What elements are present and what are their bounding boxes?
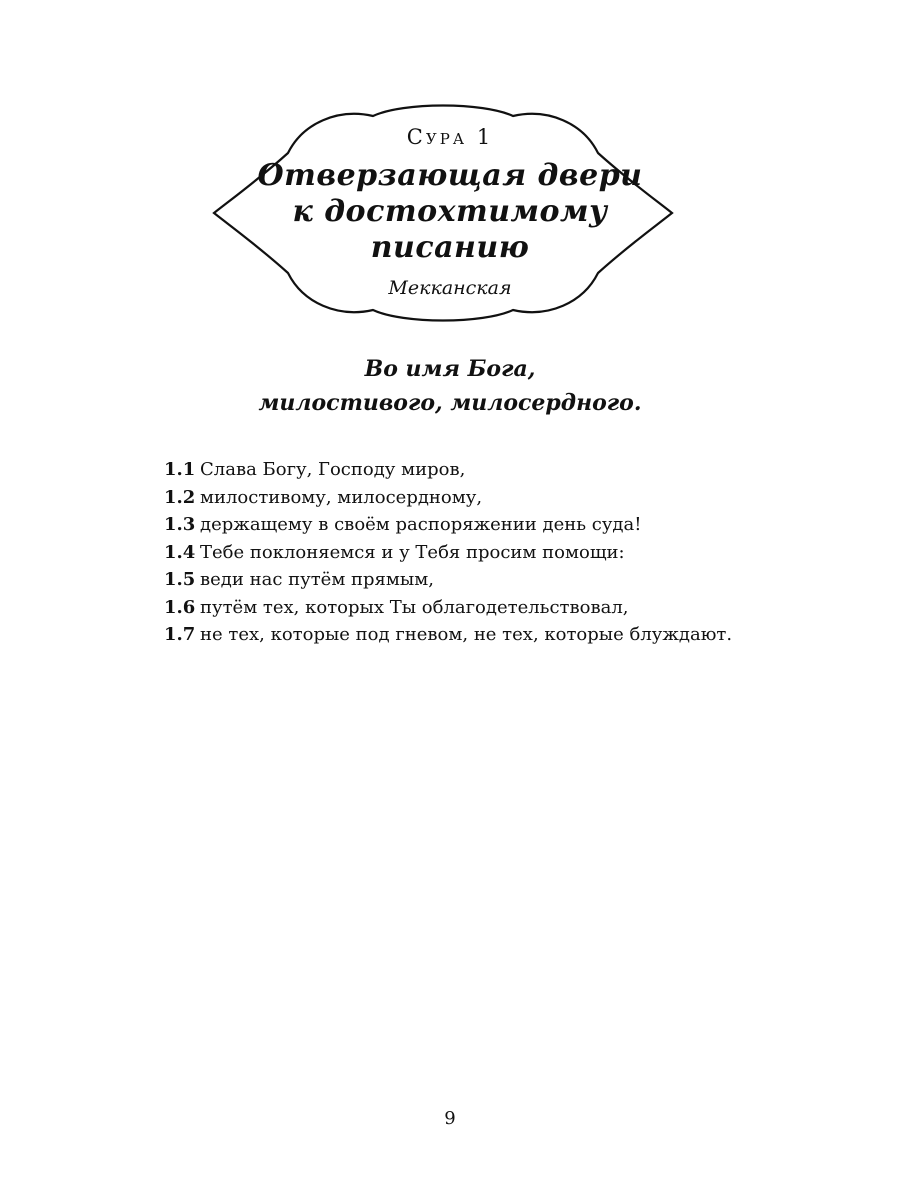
verse-number: 1.1: [164, 459, 196, 480]
verse-list: [164, 456, 804, 649]
verse-number: 1.4: [164, 541, 196, 563]
basmala: [190, 352, 710, 420]
sura-number: Сура 1: [406, 125, 494, 149]
verse: [164, 594, 804, 622]
verse-number: 1.7: [164, 624, 196, 645]
verse-text: не тех, которые под гневом, не тех, которые блуждают.: [200, 624, 733, 645]
sura-title: [240, 158, 660, 266]
basmala-line: милостивого, милосердного.: [258, 390, 642, 416]
verse: [164, 566, 804, 594]
verse-text: держащему в своём распоряжении день суда!: [200, 514, 642, 535]
verse: [164, 456, 804, 484]
verse-text: путём тех, которых Ты облагодетельствовал,: [200, 596, 629, 618]
verse-number: 1.2: [164, 486, 196, 508]
basmala-line: Во имя Бога,: [364, 356, 536, 382]
sura-title-line: к достохтимому: [292, 194, 608, 229]
verse: [164, 484, 804, 512]
page-number: 9: [444, 1108, 456, 1129]
sura-title-line: писанию: [370, 230, 530, 265]
sura-title-line: Отверзающая двери: [257, 158, 643, 193]
verse-number: 1.5: [164, 569, 196, 590]
verse-text: веди нас путём прямым,: [200, 569, 434, 590]
verse-number: 1.3: [164, 514, 196, 535]
verse: [164, 621, 804, 649]
verse-number: 1.6: [164, 596, 196, 618]
verse: [164, 511, 804, 539]
verse-text: Тебе поклоняемся и у Тебя просим помощи:: [200, 541, 625, 563]
verse-text: милостивому, милосердному,: [200, 486, 483, 508]
sura-revelation-type: Мекканская: [388, 277, 512, 299]
verse: [164, 539, 804, 567]
verse-text: Слава Богу, Господу миров,: [200, 459, 466, 480]
